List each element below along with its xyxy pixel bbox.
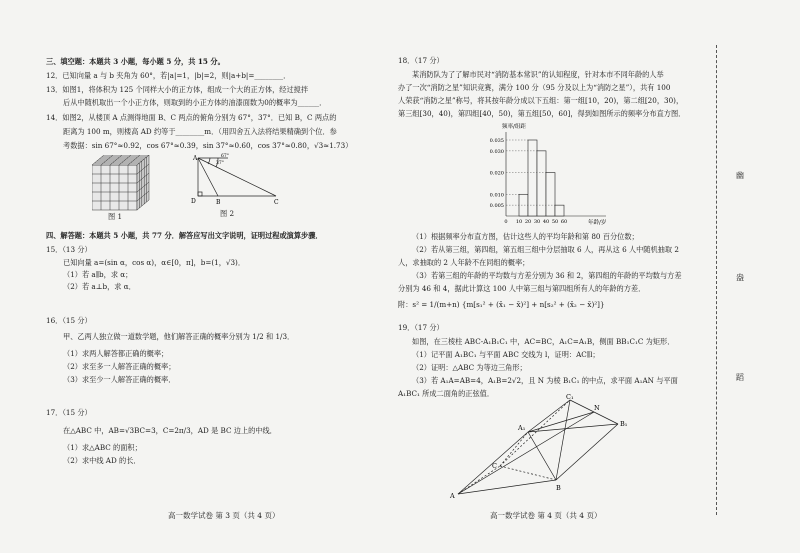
variance-formula: 附：s² = 1/(m+n) {m[s₁² + (x̄₁ − x̄)²] + n[s₂² + (x̄₂ − x̄)²]} (398, 300, 605, 309)
prism-label-A1: A₁ (518, 424, 526, 432)
question-18-line-1: 某消防队为了了解市民对“消防基本常识”的认知程度，针对本市不同年龄的人举 (412, 70, 664, 79)
y-tick-label: 0.035 (489, 138, 504, 144)
question-19-part-3a: （3）若 A₁A=AB=4，A₁B=2√2，且 N 为棱 B₁C₁ 的中点，求平面 A₁AN 与平面 (412, 376, 678, 385)
section-4-header: 四、解答题：本题共 5 小题，共 77 分．解答应写出文字说明，证明过程或演算步骤． (46, 231, 323, 240)
prism-label-C1: C₁ (566, 393, 574, 401)
question-13-line-1: 13．如图1，将体积为 125 个同样大小的正方体，组成一个大的正方体，经过搅拌 (46, 85, 309, 94)
prism-label-N: N (594, 404, 600, 412)
x-axis-label: 年龄/岁 (588, 220, 607, 226)
side-label-2: 盎 (736, 273, 744, 282)
question-15-part-2: （2）若 a⊥b，求 α． (63, 282, 136, 291)
prism-figure (448, 392, 638, 502)
prism-label-A: A (450, 492, 455, 500)
binding-line (716, 45, 717, 515)
question-17-part-2: （2）求中线 AD 的长． (63, 456, 141, 465)
question-16-part-2: （2）求至多一人解答正确的概率； (63, 362, 176, 371)
y-tick-label: 0.010 (489, 192, 504, 199)
prism-label-C: C (492, 462, 497, 470)
question-19-part-2: （2）证明：△ABC 为等边三角形； (412, 363, 527, 372)
question-15-title: 15．（13 分） (46, 245, 92, 254)
x-tick-label: 20 (524, 219, 532, 225)
y-axis-label: 频率/组距 (502, 124, 526, 130)
question-17-part-1: （1）求△ABC 的面积； (63, 443, 142, 452)
page-4-footer: 高一数学试卷 第 4 页（共 4 页） (490, 511, 602, 520)
question-18-line-2: 办了一次“消防之星”知识竞赛，满分 100 分（95 分及以上为“消防之星”），共有 100 (398, 83, 671, 92)
label-C: C (274, 199, 279, 206)
prism-label-B1: B₁ (620, 420, 628, 428)
label-B: B (216, 199, 221, 206)
figure-1-caption: 图 1 (108, 212, 123, 221)
question-15-part-1: （1）若 a∥b，求 α； (63, 270, 133, 279)
bar-[30,40) (537, 151, 546, 216)
question-16-part-1: （1）求两人解答都正确的概率； (63, 349, 169, 358)
question-18-line-3: 人荣获“消防之星”称号，将其按年龄分成以下五组：第一组[10，20)，第二组[20，30)， (398, 96, 684, 105)
question-18-part-2a: （2）若从第三组，第四组，第五组三组中分层抽取 6 人，再从这 6 人中随机抽取 2 (412, 245, 679, 254)
question-13-line-2: 后从中随机取出一个小正方体，则取到的小正方体的油漆面数为0的概率为______． (63, 98, 327, 107)
question-17-title: 17．（15 分） (46, 408, 92, 417)
x-tick-label: 0 (504, 219, 508, 225)
question-19-part-1: （1）记平面 A₁BC₁ 与平面 ABC 交线为 l，证明：AC∥l； (412, 350, 600, 359)
cube-figure (92, 155, 154, 211)
question-17-stem: 在△ABC 中，AB=√3BC=3，C=2π/3，AD 是 BC 边上的中线． (63, 426, 277, 435)
angle-67: 67° (221, 154, 229, 159)
x-tick-label: 50 (551, 219, 559, 225)
section-3-header: 三、填空题：本题共 3 小题，每小题 5 分，共 15 分。 (46, 57, 225, 66)
x-tick-label: 30 (533, 219, 541, 225)
page-3-footer: 高一数学试卷 第 3 页（共 4 页） (168, 511, 280, 520)
question-16-part-3: （3）求至少一人解答正确的概率． (63, 375, 176, 384)
x-tick-label: 10 (515, 219, 523, 225)
label-D: D (191, 198, 196, 205)
question-19-stem: 如图，在三棱柱 ABC-A₁B₁C₁ 中，AC=BC，A₁C=A₁B，侧面 BB₁C₁C 为矩形． (412, 337, 675, 346)
prism-label-B: B (556, 484, 561, 492)
label-A: A (193, 155, 198, 162)
building-figure (188, 150, 288, 210)
bar-[40,50) (546, 173, 555, 216)
y-tick-label: 0.020 (489, 170, 504, 177)
question-12: 12．已知向量 a 与 b 夹角为 60°，若|a|=1，|b|=2，则|a+b|=________． (46, 71, 291, 80)
question-18-part-1: （1）根据频率分布直方图，估计这些人的平均年龄和第 80 百分位数； (412, 232, 639, 241)
age-histogram (478, 120, 618, 232)
question-14-line-3: 考数据：sin 67°≈0.92，cos 67°≈0.39，sin 37°≈0.60，cos 37°≈0.80，√3≈1.73） (63, 141, 353, 150)
bar-[50,60] (555, 205, 564, 216)
question-18-part-3a: （3）若第三组的年龄的平均数与方差分别为 36 和 2，第四组的年龄的平均数与方差 (412, 271, 682, 280)
question-18-line-4: 第三组[30，40)，第四组[40，50)，第五组[50，60]，得到如图所示的频率分布直方图． (398, 109, 686, 118)
question-14-line-1: 14．如图2，从楼顶 A 点测得地面 B、C 两点的俯角分别为 67°，37°．已知 B，C 两点的 (46, 113, 337, 122)
side-label-1: 幽 (736, 171, 744, 180)
question-16-title: 16．（15 分） (46, 316, 92, 325)
question-18-title: 18．（17 分） (398, 56, 444, 65)
angle-37: 37° (216, 161, 224, 166)
figure-2-caption: 图 2 (220, 209, 235, 218)
question-19-title: 19．（17 分） (398, 323, 444, 332)
question-19-part-3b: A₁BC₁ 所成二面角的正弦值． (398, 389, 495, 398)
x-tick-label: 40 (542, 219, 550, 225)
bar-[20,30) (528, 140, 537, 216)
y-tick-label: 0.030 (489, 148, 504, 155)
question-16-stem: 甲、乙两人独立做一道数学题，他们解答正确的概率分别为 1/2 和 1/3． (63, 332, 295, 341)
bar-[10,20) (519, 194, 528, 216)
question-18-part-3b: 分别为 46 和 4，据此计算这 100 人中第三组与第四组所有人的年龄的方差． (398, 284, 646, 293)
question-15-stem: 已知向量 a=(sin α，cos α)，α∈[0，π]，b=(1，√3)． (63, 258, 246, 267)
x-tick-label: 60 (560, 219, 568, 225)
question-14-line-2: 距离为 100 m，则楼高 AD 约等于________m．（用四舍五入法将结果精确到个位．参 (63, 127, 337, 136)
y-tick-label: 0.005 (489, 203, 504, 210)
side-label-3: 蹈 (736, 373, 744, 382)
question-18-part-2b: 人，求抽取的 2 人年龄不在同组的概率； (398, 258, 530, 267)
